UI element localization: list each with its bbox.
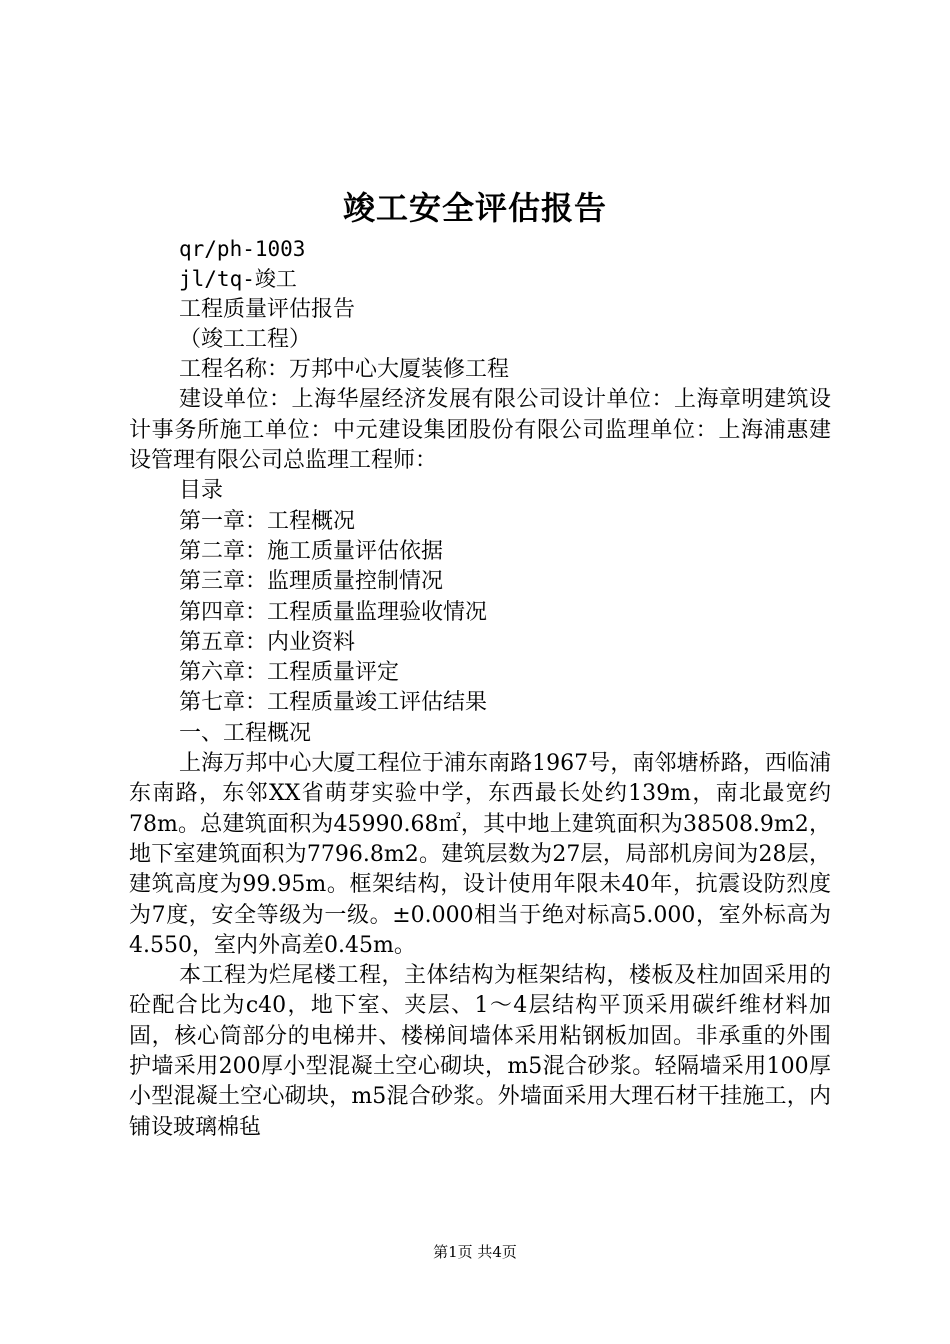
page-number-footer: 第1页 共4页 [433, 1243, 517, 1261]
doc-subtitle-line: （竣工工程） [179, 326, 312, 352]
toc-item: 第五章：内业资料 [179, 629, 356, 655]
doc-code-line: jl/tq-竣工 [179, 267, 297, 292]
toc-item: 第一章：工程概况 [179, 508, 356, 534]
toc-item: 第四章：工程质量监理验收情况 [179, 599, 488, 625]
doc-subtitle-line: 工程质量评估报告 [179, 296, 356, 322]
toc-item: 第六章：工程质量评定 [179, 660, 400, 686]
body-paragraph: 上海万邦中心大厦工程位于浦东南路1967号，南邻塘桥路，西临浦东南路，东邻XX省萌芽实验中学，东西最长处约139m，南北最宽约78m。总建筑面积为45990.68㎡，其中地上建筑面积为38508.9m2，地下室建筑面积为7796.8m2。建筑层数为27层，局部机房间为28层，建筑高度为99.95m。框架结构，设计使用年限未40年，抗震设防烈度为7度，安全等级为一级。±0.000相当于绝对标高5.000，室外标高为4.550，室内外高差0.45m。 [129, 751, 831, 958]
units-paragraph: 建设单位：上海华屋经济发展有限公司设计单位：上海章明建筑设计事务所施工单位：中元建设集团股份有限公司监理单位：上海浦惠建设管理有限公司总监理工程师： [129, 387, 831, 474]
body-paragraph: 本工程为烂尾楼工程，主体结构为框架结构，楼板及柱加固采用的砼配合比为c40，地下室、夹层、1～4层结构平顶采用碳纤维材料加固，核心筒部分的电梯井、楼梯间墙体采用粘钢板加固。非承重的外围护墙采用200厚小型混凝土空心砌块，m5混合砂浆。轻隔墙采用100厚小型混凝土空心砌块，m5混合砂浆。外墙面采用大理石材干挂施工，内铺设玻璃棉毡 [129, 963, 831, 1140]
doc-code-line: qr/ph-1003 [179, 237, 306, 261]
section-heading: 一、工程概况 [179, 720, 312, 746]
toc-item: 第七章：工程质量竣工评估结果 [179, 690, 488, 716]
document-title: 竣工安全评估报告 [342, 189, 607, 227]
toc-item: 第二章：施工质量评估依据 [179, 538, 444, 564]
toc-item: 第三章：监理质量控制情况 [179, 569, 444, 595]
toc-heading: 目录 [179, 478, 224, 504]
document-body [129, 234, 831, 1143]
project-name-line: 工程名称：万邦中心大厦装修工程 [179, 357, 510, 383]
